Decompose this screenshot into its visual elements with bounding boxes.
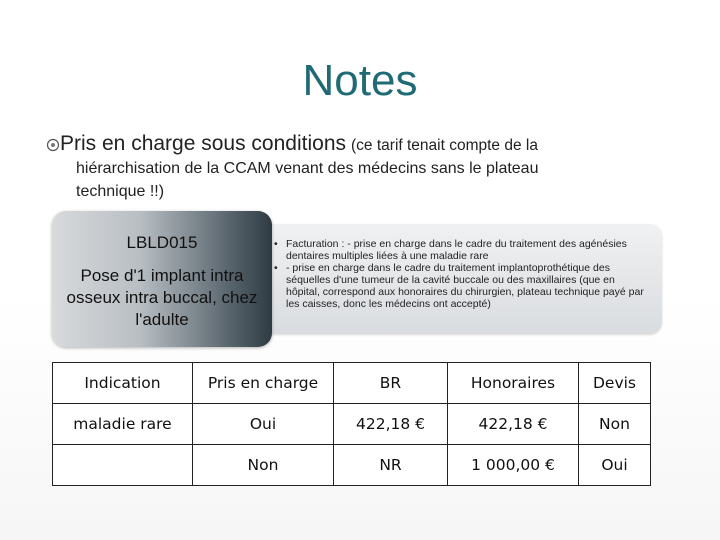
header-cell: Honoraires	[448, 363, 579, 404]
table-cell	[53, 445, 193, 486]
callout-item: • - prise en charge dans le cadre du traitement implantoprothétique des séquelles d'une tumeur de la cavité buccale ou des maxillaires (que en hôpital, correspond aux honoraires du chirurgien, plateau technique payé par les caisses, donc les médecins ont accepté)	[284, 262, 648, 310]
table-cell: Non	[193, 445, 334, 486]
table-cell: Oui	[193, 404, 334, 445]
table-cell: NR	[334, 445, 448, 486]
table-cell: maladie rare	[53, 404, 193, 445]
table-cell: 422,18 €	[448, 404, 579, 445]
circle-bullet-icon	[46, 138, 60, 152]
bullet-line-2: hiérarchisation de la CCAM venant des médecins sans le plateau	[76, 160, 539, 177]
table-cell: 422,18 €	[334, 404, 448, 445]
act-code-box	[52, 211, 272, 347]
bullet-paren-text: (ce tarif tenait compte de la	[351, 137, 538, 154]
table-cell: 1 000,00 €	[448, 445, 579, 486]
bullet-line-3: technique !!)	[76, 183, 165, 200]
table-header-row	[53, 363, 651, 404]
header-cell: Pris en charge	[193, 363, 334, 404]
facturation-callout	[260, 224, 662, 334]
act-description: Pose d'1 implant intra osseux intra buccal, chez l'adulte	[66, 266, 258, 329]
table-row	[53, 445, 651, 486]
header-cell: Devis	[579, 363, 651, 404]
bullet-paragraph	[60, 132, 680, 203]
bullet-lead-text: Pris en charge sous conditions	[60, 132, 346, 155]
table-cell: Non	[579, 404, 651, 445]
act-code: LBLD015	[126, 233, 198, 252]
callout-list	[260, 224, 662, 310]
header-cell: BR	[334, 363, 448, 404]
pricing-table	[52, 362, 651, 486]
table-cell: Oui	[579, 445, 651, 486]
table-row	[53, 404, 651, 445]
header-cell: Indication	[53, 363, 193, 404]
slide-title: Notes	[302, 56, 418, 105]
callout-item: • Facturation : - prise en charge dans le cadre du traitement des agénésies dentaires multiples liées à une maladie rare	[284, 238, 648, 262]
